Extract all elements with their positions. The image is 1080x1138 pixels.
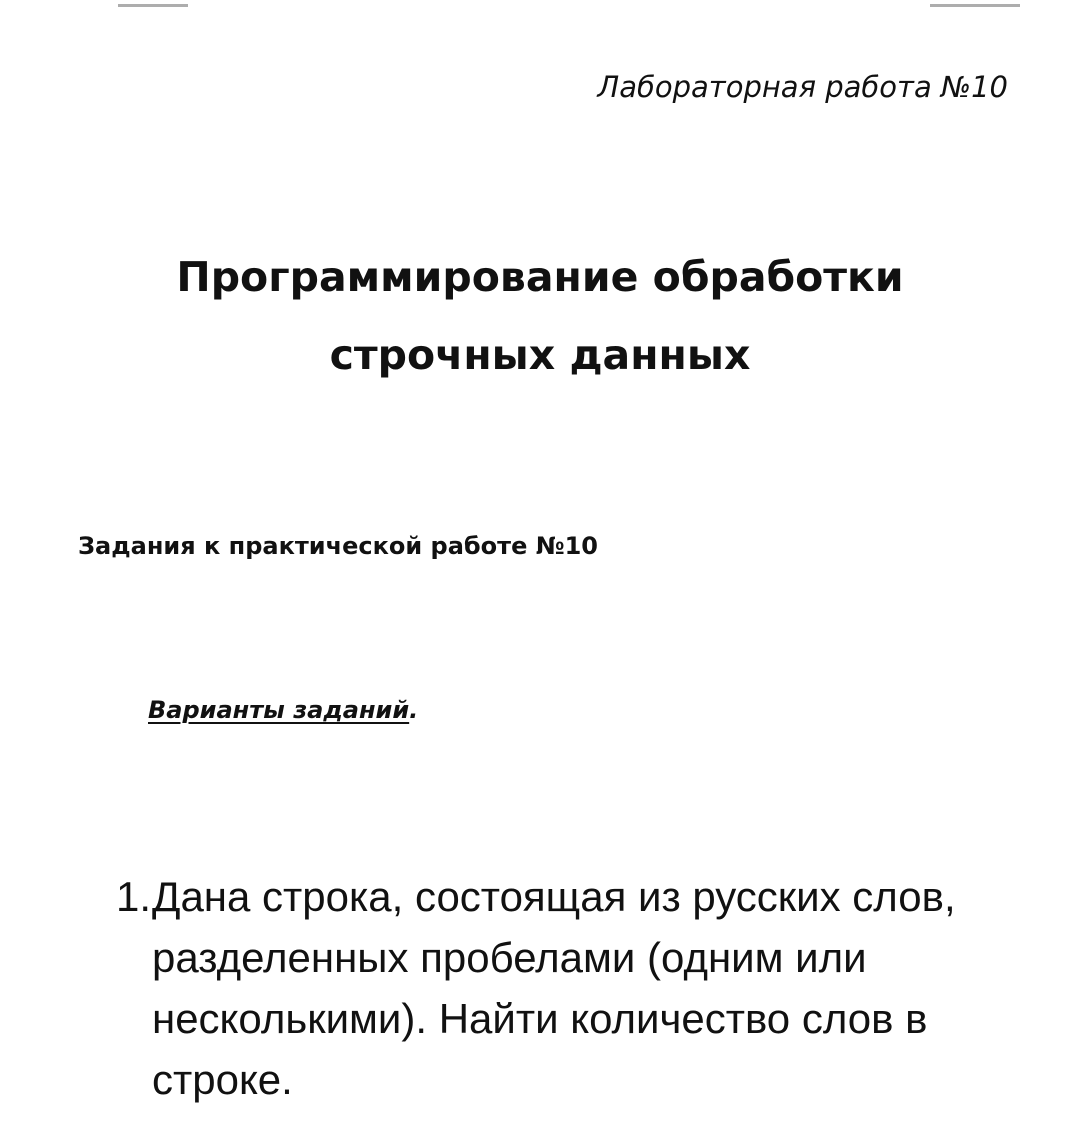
status-right-mark xyxy=(930,0,1020,7)
tasks-heading: Задания к практической работе №10 xyxy=(78,532,598,560)
status-bar-remnant xyxy=(0,0,1080,8)
variants-label: Варианты заданий xyxy=(148,696,410,724)
task-text: Дана строка, состоящая из русских слов, разделенных пробелами (одним или несколькими). Найти количество слов в строке. xyxy=(152,873,956,1103)
title-line-1: Программирование обработки xyxy=(176,253,904,301)
status-left-mark xyxy=(118,0,188,7)
lab-work-header: Лабораторная работа №10 xyxy=(597,70,1008,104)
task-number: 1. xyxy=(116,873,152,920)
task-item-1 xyxy=(116,866,996,1110)
variants-heading xyxy=(148,696,418,724)
document-title xyxy=(0,238,1080,394)
title-line-2: строчных данных xyxy=(329,331,751,379)
task-list xyxy=(116,866,996,1110)
variants-suffix: . xyxy=(409,696,419,724)
